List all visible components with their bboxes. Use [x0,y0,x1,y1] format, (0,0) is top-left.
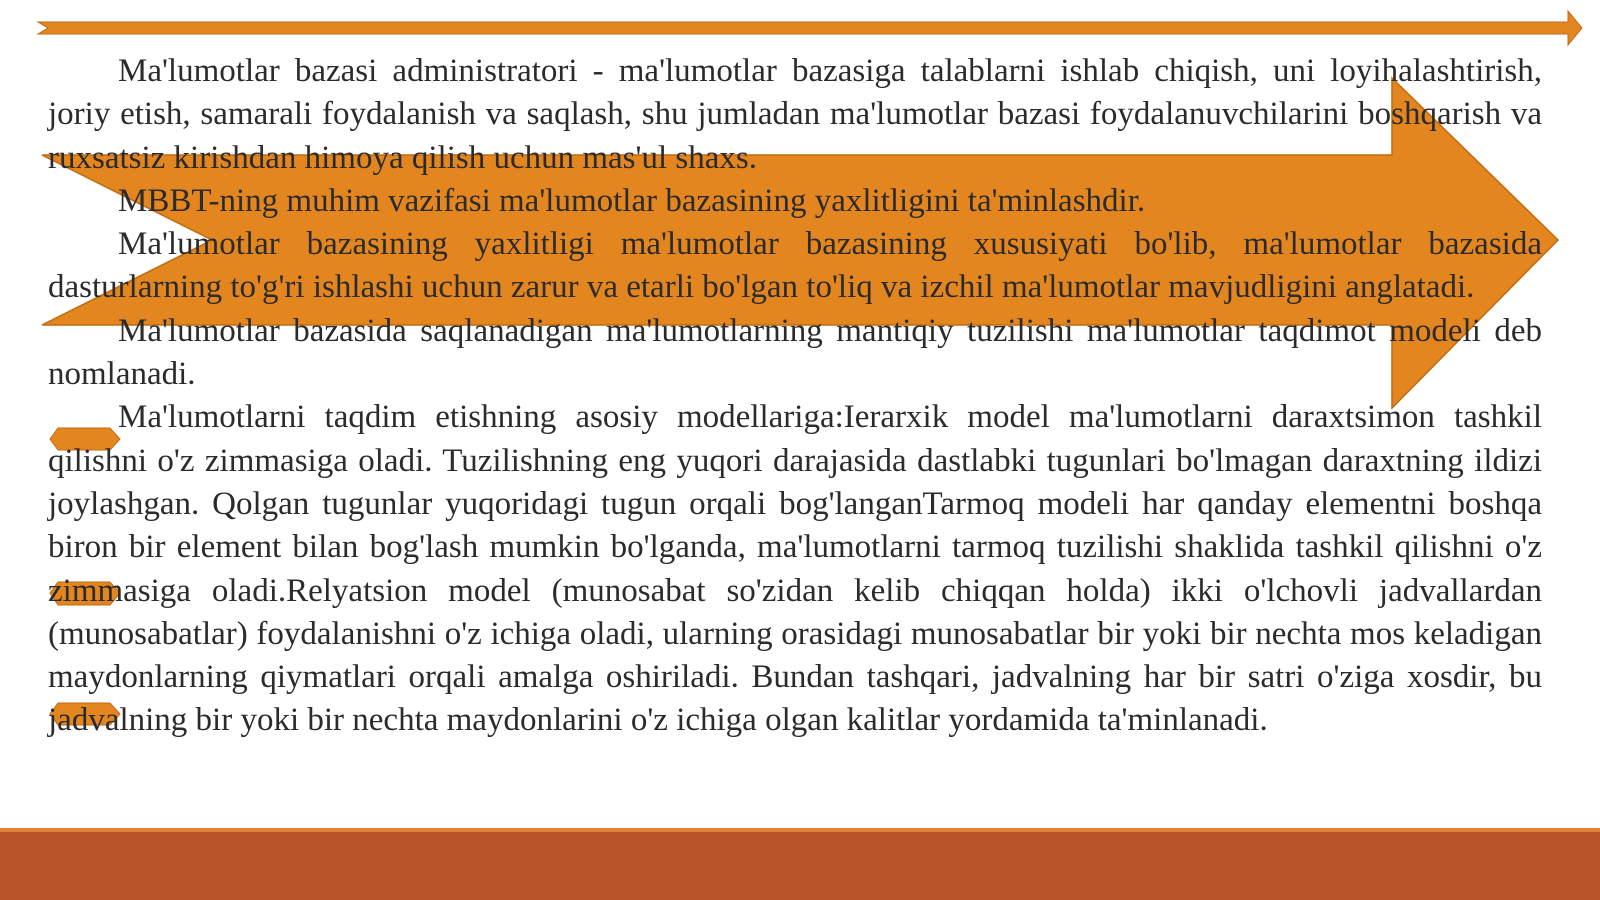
paragraph-integrity: Ma'lumotlar bazasining yaxlitligi ma'lumotlar bazasining xususiyati bo'lib, ma'lumotlar bazasida dasturlarning to'g'ri ishlashi uchun zarur va etarli bo'lgan to'liq va izchil ma'lumotlar mavjudligini anglatadi. [48,226,1542,306]
paragraph-data-model: Ma'lumotlar bazasida saqlanadigan ma'lumotlarning mantiqiy tuzilishi ma'lumotlar taqdimot modeli deb nomlanadi. [48,312,1542,393]
top-arrow-bar [38,11,1582,45]
paragraph-dba-definition: Ma'lumotlar bazasi administratori - ma'lumotlar bazasiga talablarni ishlab chiqish, uni loyihalashtirish, joriy etish, samarali foydalanish va saqlash, shu jumladan ma'lumotlar bazasi foydalanuvchilarini boshqarish va ruxsatsiz kirishdan himoya qilish uchun mas'ul shaxs. [48,53,1542,176]
paragraph-mbbt-task: MBBT-ning muhim vazifasi ma'lumotlar bazasining yaxlitligini ta'minlashdir. [118,182,1146,219]
slide-body-text [48,50,1542,743]
bottom-band [0,832,1600,900]
paragraph-model-types: Ma'lumotlarni taqdim etishning asosiy modellariga:Ierarxik model ma'lumotlarni daraxtsimon tashkil qilishni o'z zimmasiga oladi. Tuzilishning eng yuqori darajasida dastlabki tugunlari bo'lmagan daraxtning ildizi joylashgan. Qolgan tugunlar yuqoridagi tugun orqali bog'langanTarmoq modeli har qanday elementni boshqa biron bir element bilan bog'lash mumkin bo'lganda, ma'lumotlarni tarmoq tuzilishi shaklida tashkil qilishni o'z zimmasiga oladi.Relyatsion model (munosabat so'zidan kelib chiqqan holda) ikki o'lchovli jadvallardan (munosabatlar) foydalanishni o'z ichiga oladi, ularning orasidagi munosabatlar bir yoki bir nechta mos keladigan maydonlarning qiymatlari orqali amalga oshiriladi. Bundan tashqari, jadvalning har bir satri o'ziga xosdir, bu jadvalning bir yoki bir nechta maydonlarini o'z ichiga olgan kalitlar yordamida ta'minlanadi. [48,399,1542,739]
